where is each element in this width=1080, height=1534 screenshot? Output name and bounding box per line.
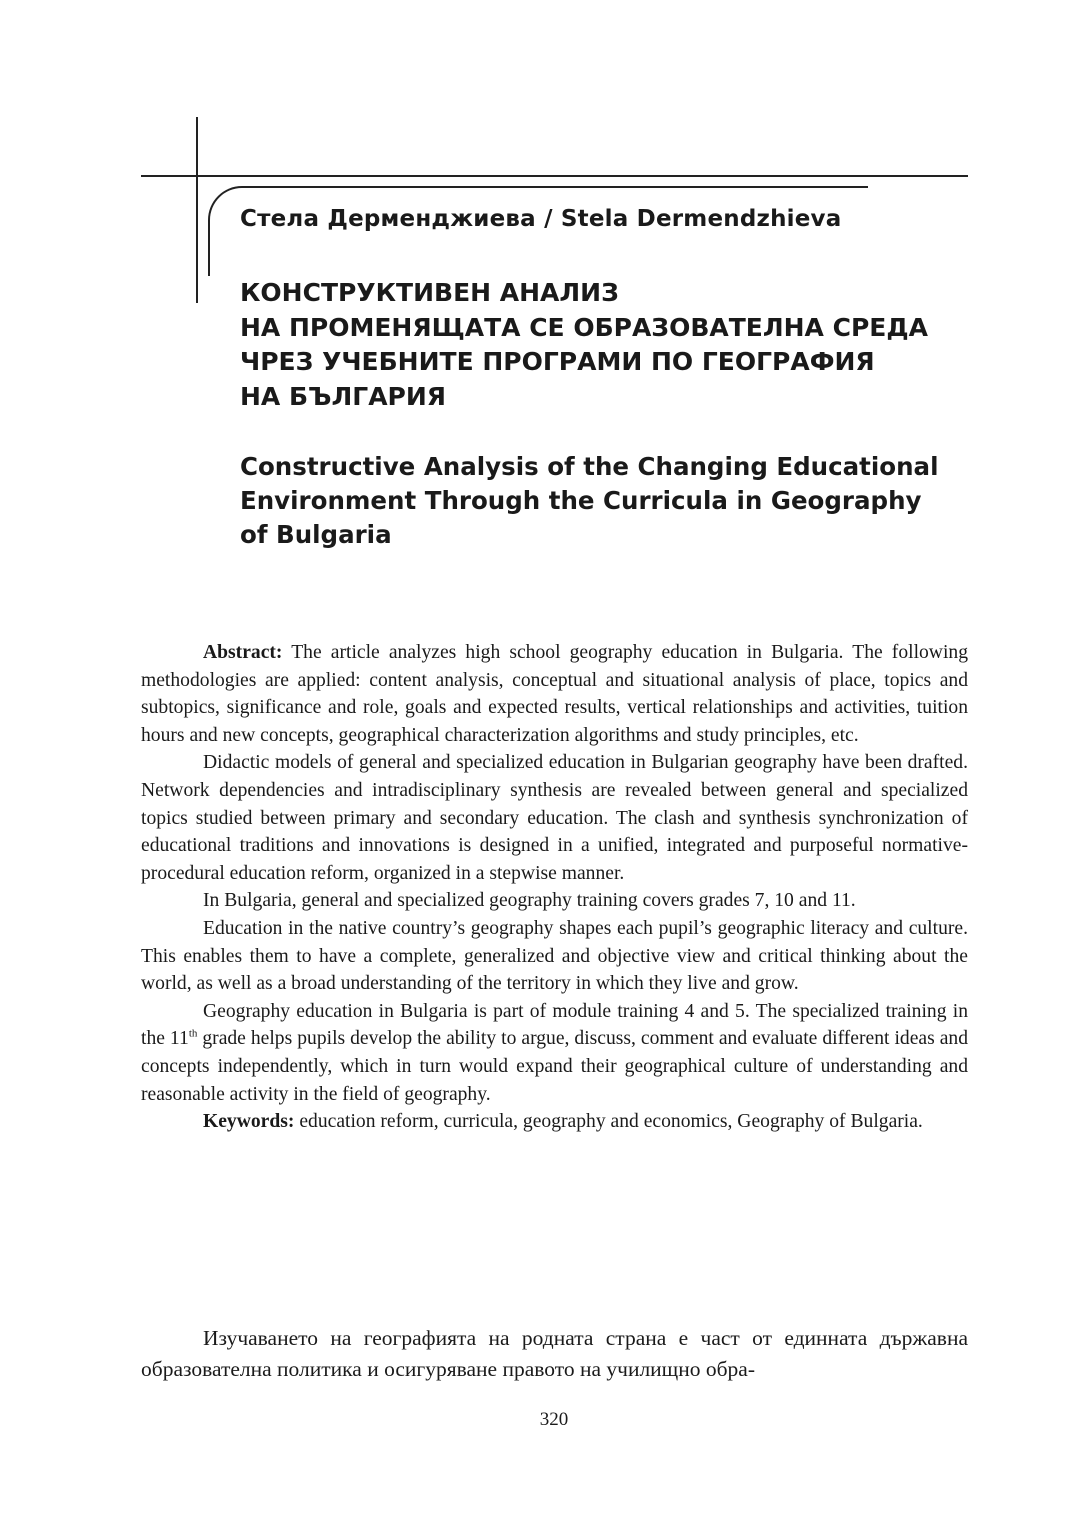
intro-paragraph: Изучаването на географията на родната страна е част от единната държавна образователна политика и осигуряване правото на училищно обра- bbox=[141, 1326, 968, 1381]
abstract-paragraph: Geography education in Bulgaria is part of module training 4 and 5. The specialized training in the 11th grade helps pupils develop the ability to argue, discuss, comment and evaluate different ideas and concepts independently, which in turn would expand their geographical culture of understanding and reasonable activity in the field of geography. bbox=[141, 1000, 969, 1105]
keywords-paragraph: Keywords: education reform, curricula, geography and economics, Geography of Bulgaria. bbox=[203, 1111, 923, 1133]
body-intro bbox=[141, 1323, 968, 1385]
title-english bbox=[240, 450, 1000, 552]
horizontal-rule bbox=[141, 175, 968, 177]
title-bg-line: ЧРЕЗ УЧЕБНИТЕ ПРОГРАМИ ПО ГЕОГРАФИЯ bbox=[240, 347, 875, 376]
abstract-section bbox=[141, 639, 968, 1136]
title-en-line: Constructive Analysis of the Changing Educational bbox=[240, 452, 939, 481]
title-bg-line: НА ПРОМЕНЯЩАТА СЕ ОБРАЗОВАТЕЛНА СРЕДА bbox=[240, 312, 928, 342]
title-bg-line: НА БЪЛГАРИЯ bbox=[240, 381, 447, 411]
abstract-paragraph: Didactic models of general and specialized education in Bulgarian geography have been drafted. Network dependencies and intradisciplinary synthesis are revealed between general and specialized topics studied between primary and secondary education. The clash and synthesis synchronization of educational traditions and innovations is designed in a unified, integrated and purposeful normative-procedural education reform, organized in a stepwise manner. bbox=[141, 752, 968, 884]
title-en-line: Environment Through the Curricula in Geography bbox=[240, 486, 922, 515]
page-number: 320 bbox=[539, 1409, 569, 1430]
title-bg-line: КОНСТРУКТИВЕН АНАЛИЗ bbox=[240, 278, 619, 307]
abstract-paragraph: In Bulgaria, general and specialized geography training covers grades 7, 10 and 11. bbox=[203, 890, 856, 912]
title-bulgarian bbox=[240, 276, 1000, 414]
abstract-paragraph: Abstract: The article analyzes high school geography education in Bulgaria. The following methodologies are applied: content analysis, conceptual and situational analysis of place, topics and subtopics, significance and role, goals and expected results, vertical relationships and activities, tuition hours and new concepts, geographical characterization algorithms and study principles, etc. bbox=[141, 642, 968, 746]
abstract-paragraph: Education in the native country’s geography shapes each pupil’s geographic literacy and culture. This enables them to have a complete, generalized and objective view and critical thinking about the world, as well as a broad understanding of the territory in which they live and grow. bbox=[141, 917, 968, 995]
abstract-label: Abstract: bbox=[203, 642, 283, 663]
article-author: Стела Дерменджиева / Stela Dermendzhieva bbox=[240, 206, 842, 232]
title-en-line: of Bulgaria bbox=[240, 520, 392, 549]
keywords-label: Keywords: bbox=[203, 1111, 295, 1133]
vertical-rule bbox=[196, 117, 198, 303]
